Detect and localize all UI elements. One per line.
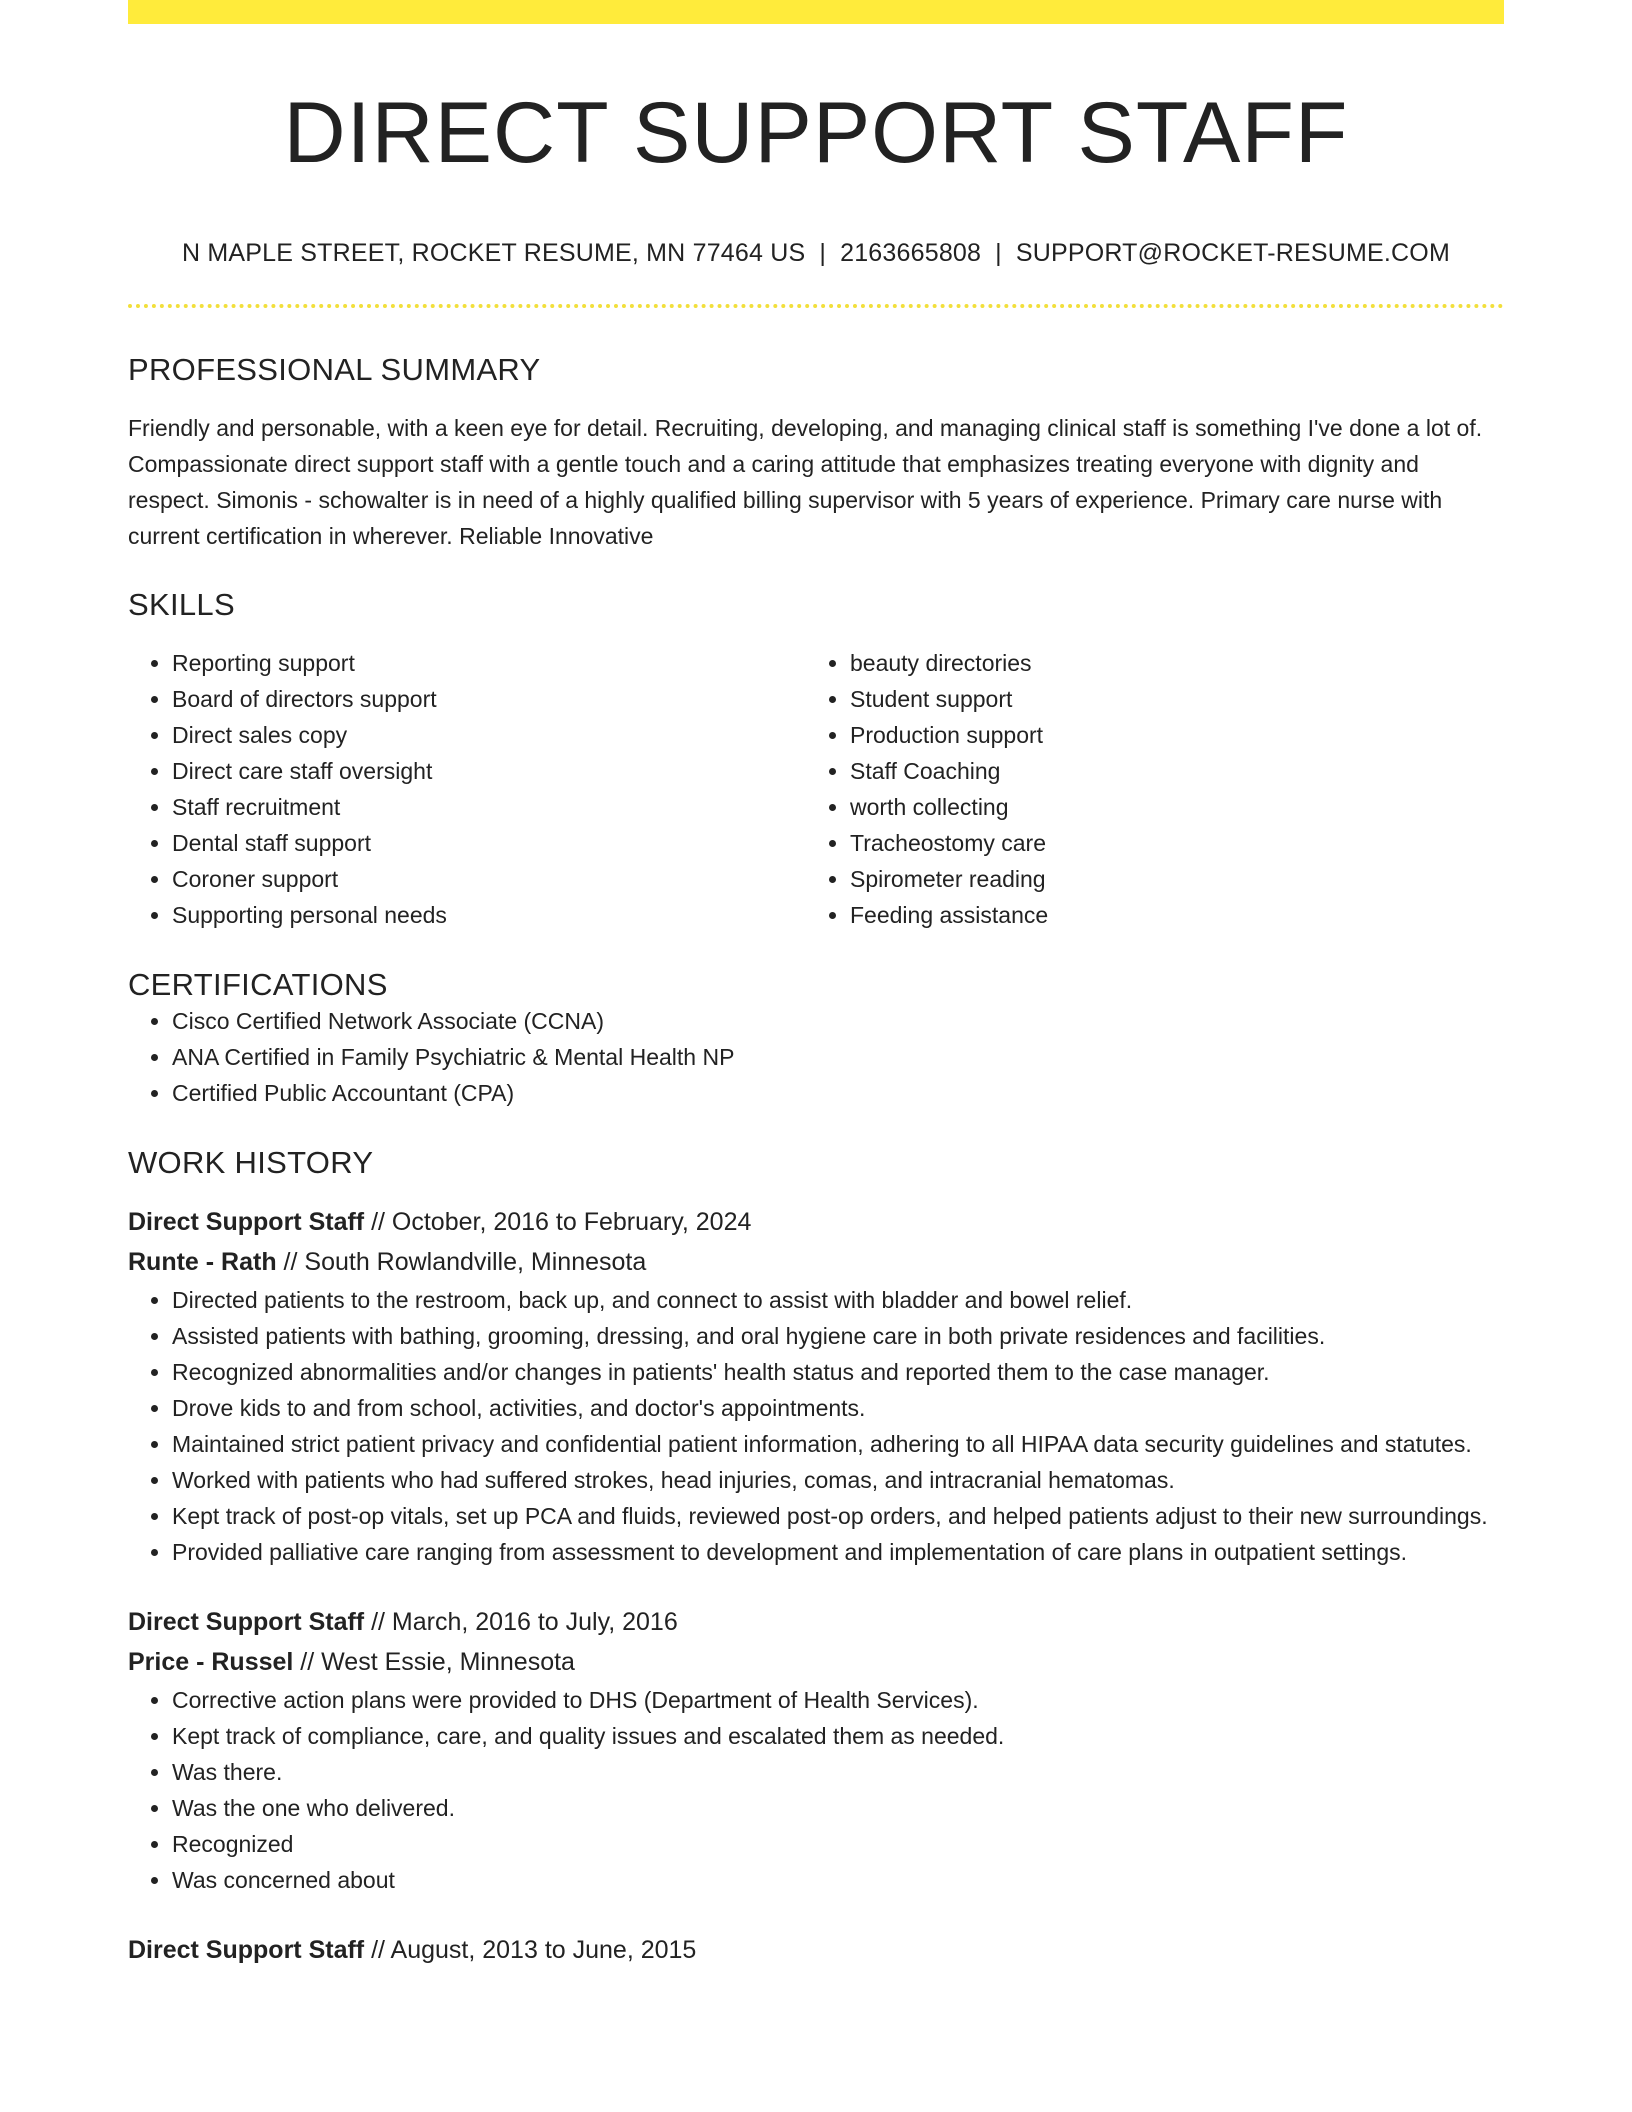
job-duty-item: • Recognized bbox=[172, 1826, 1504, 1862]
job-position: Direct Support Staff bbox=[128, 1607, 365, 1636]
skills-column-left bbox=[128, 645, 806, 933]
skill-item: • Direct sales copy bbox=[172, 717, 806, 753]
contact-address: N MAPLE STREET, ROCKET RESUME, MN 77464 US bbox=[182, 238, 806, 267]
contact-line bbox=[128, 239, 1504, 268]
certification-item: • Certified Public Accountant (CPA) bbox=[172, 1075, 1504, 1111]
job-title-line bbox=[128, 1202, 1504, 1242]
skill-item: • Board of directors support bbox=[172, 681, 806, 717]
contact-phone: 2163665808 bbox=[840, 238, 982, 267]
skill-item: • Spirometer reading bbox=[850, 861, 1484, 897]
contact-separator: | bbox=[819, 238, 827, 267]
job-company-line bbox=[128, 1642, 1504, 1682]
skill-item: • Student support bbox=[850, 681, 1484, 717]
job-duty-item: • Recognized abnormalities and/or changes in patients' health status and reported them to the case manager. bbox=[172, 1354, 1504, 1390]
skill-item: • worth collecting bbox=[850, 789, 1484, 825]
resume-page bbox=[128, 0, 1504, 1970]
skill-item: • Direct care staff oversight bbox=[172, 753, 806, 789]
job-position: Direct Support Staff bbox=[128, 1935, 365, 1964]
job-duty-item: • Maintained strict patient privacy and confidential patient information, adhering to all HIPAA data security guidelines and statutes. bbox=[172, 1426, 1504, 1462]
skill-item: • Supporting personal needs bbox=[172, 897, 806, 933]
job-company-line bbox=[128, 1242, 1504, 1282]
skill-item: • Dental staff support bbox=[172, 825, 806, 861]
resume-title: DIRECT SUPPORT STAFF bbox=[283, 85, 1349, 181]
contact-email: SUPPORT@ROCKET-RESUME.COM bbox=[1015, 238, 1450, 267]
contact-separator: | bbox=[995, 238, 1002, 267]
job-company: Price - Russel bbox=[128, 1647, 294, 1676]
skill-item: • beauty directories bbox=[850, 645, 1484, 681]
job-dates: // August, 2013 to June, 2015 bbox=[364, 1935, 697, 1964]
skill-item: • Feeding assistance bbox=[850, 897, 1484, 933]
skill-item: • Staff recruitment bbox=[172, 789, 806, 825]
skills-list-right bbox=[806, 645, 1484, 933]
job-title-line bbox=[128, 1930, 1504, 1970]
job-title-line bbox=[128, 1602, 1504, 1642]
work-history-heading: WORK HISTORY bbox=[128, 1144, 374, 1180]
summary-heading: PROFESSIONAL SUMMARY bbox=[128, 351, 541, 387]
certification-item: • Cisco Certified Network Associate (CCNA) bbox=[172, 1003, 1504, 1039]
job-location: // West Essie, Minnesota bbox=[293, 1647, 575, 1676]
job-duty-item: • Corrective action plans were provided to DHS (Department of Health Services). bbox=[172, 1682, 1504, 1718]
accent-top-bar bbox=[128, 0, 1504, 24]
job-duties-list bbox=[128, 1682, 1504, 1898]
job-entry bbox=[128, 1930, 1504, 1970]
job-company: Runte - Rath bbox=[128, 1247, 277, 1276]
job-position: Direct Support Staff bbox=[128, 1207, 365, 1236]
job-duty-item: • Drove kids to and from school, activities, and doctor's appointments. bbox=[172, 1390, 1504, 1426]
certification-item: • ANA Certified in Family Psychiatric & Mental Health NP bbox=[172, 1039, 1504, 1075]
job-duty-item: • Assisted patients with bathing, grooming, dressing, and oral hygiene care in both private residences and facilities. bbox=[172, 1318, 1504, 1354]
skill-item: • Coroner support bbox=[172, 861, 806, 897]
skill-item: • Production support bbox=[850, 717, 1484, 753]
job-duties-list bbox=[128, 1282, 1504, 1570]
skills-list-left bbox=[128, 645, 806, 933]
job-duty-item: • Worked with patients who had suffered strokes, head injuries, comas, and intracranial hematomas. bbox=[172, 1462, 1504, 1498]
job-location: // South Rowlandville, Minnesota bbox=[276, 1247, 647, 1276]
skill-item: • Tracheostomy care bbox=[850, 825, 1484, 861]
job-entry bbox=[128, 1602, 1504, 1898]
job-dates: // March, 2016 to July, 2016 bbox=[364, 1607, 678, 1636]
skills-heading: SKILLS bbox=[128, 586, 235, 622]
job-duty-item: • Provided palliative care ranging from assessment to development and implementation of care plans in outpatient settings. bbox=[172, 1534, 1504, 1570]
job-duty-item: • Was there. bbox=[172, 1754, 1504, 1790]
job-duty-item: • Directed patients to the restroom, back up, and connect to assist with bladder and bowel relief. bbox=[172, 1282, 1504, 1318]
certifications-list bbox=[128, 1003, 1504, 1111]
job-duty-item: • Was the one who delivered. bbox=[172, 1790, 1504, 1826]
job-duty-item: • Kept track of post-op vitals, set up PCA and fluids, reviewed post-op orders, and helped patients adjust to their new surroundings. bbox=[172, 1498, 1504, 1534]
summary-text: Friendly and personable, with a keen eye for detail. Recruiting, developing, and managing clinical staff is something I've done a lot of. Compassionate direct support staff with a gentle touch and a caring attitude that emphasizes treating everyone with dignity and respect. Simonis - schowalter is in need of a highly qualified billing supervisor with 5 years of experience. Primary care nurse with current certification in wherever. Reliable Innovative bbox=[128, 414, 1483, 549]
dotted-divider bbox=[128, 304, 1504, 308]
certifications-heading: CERTIFICATIONS bbox=[128, 966, 388, 1002]
skills-column-right bbox=[806, 645, 1484, 933]
job-duty-item: • Was concerned about bbox=[172, 1862, 1504, 1898]
skill-item: • Reporting support bbox=[172, 645, 806, 681]
job-duty-item: • Kept track of compliance, care, and quality issues and escalated them as needed. bbox=[172, 1718, 1504, 1754]
job-entry bbox=[128, 1202, 1504, 1570]
skills-columns bbox=[128, 645, 1504, 933]
job-dates: // October, 2016 to February, 2024 bbox=[364, 1207, 752, 1236]
skill-item: • Staff Coaching bbox=[850, 753, 1484, 789]
